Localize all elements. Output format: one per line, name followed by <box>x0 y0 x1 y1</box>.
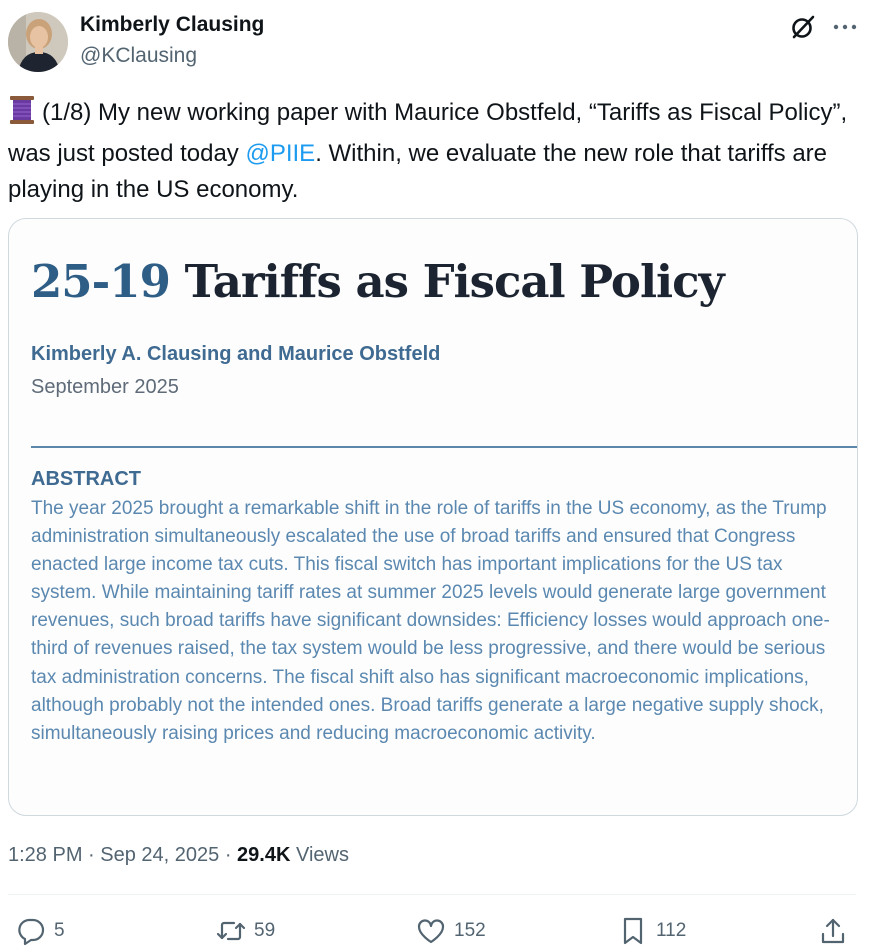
tweet-text <box>8 95 858 208</box>
abstract-text: The year 2025 brought a remarkable shift in the role of tariffs in the US economy, as the Trump administration simultaneously escalated the use of broad tariffs and ensured that Congress enacted large income tax cuts. This fiscal switch has important implications for the US tax system. While maintaining tariff rates at summer 2025 levels would generate large government revenues, such broad tariffs have significant downsides: Efficiency losses would approach one-third of revenues raised, the tax system would be less progressive, and there would be serious tax administration concerns. The fiscal shift also has significant macroeconomic implications, although probably not the intended ones. Broad tariffs generate a large negative supply shock, simultaneously raising prices and reducing macroeconomic activity. <box>31 498 830 744</box>
divider <box>31 446 857 448</box>
more-icon[interactable] <box>830 12 860 42</box>
abstract-heading: ABSTRACT <box>31 468 141 490</box>
author-handle[interactable]: @KClausing <box>80 44 198 67</box>
paper-image-card[interactable] <box>8 218 858 816</box>
paper-number: 25-19 <box>31 255 170 308</box>
bookmark-button[interactable] <box>618 914 686 948</box>
share-button[interactable] <box>818 914 856 948</box>
reply-icon <box>16 916 46 946</box>
repost-count: 59 <box>254 920 276 941</box>
repost-button[interactable] <box>216 914 275 948</box>
reply-count: 5 <box>54 920 65 941</box>
paper-title-text: Tariffs as Fiscal Policy <box>184 255 724 308</box>
grok-icon[interactable] <box>788 12 818 42</box>
tweet-text-part: . Within, we evaluate the new role that tariffs are playing in the US economy. <box>8 140 828 203</box>
views-label: Views <box>295 844 349 866</box>
author-name[interactable]: Kimberly Clausing <box>80 13 265 36</box>
bookmark-icon <box>618 916 648 946</box>
repost-icon <box>216 916 246 946</box>
tweet-date[interactable]: Sep 24, 2025 <box>100 844 220 866</box>
tweet-text-part: (1/8) My new working paper with Maurice Obstfeld, “Tariffs as Fiscal Policy”, was just posted today <box>8 99 848 167</box>
like-button[interactable] <box>416 914 486 948</box>
paper-authors: Kimberly A. Clausing and Maurice Obstfeld <box>31 343 441 365</box>
paper-title <box>31 255 724 308</box>
tweet-time[interactable]: 1:28 PM <box>8 844 83 866</box>
views-count: 29.4K <box>237 844 291 866</box>
divider <box>8 894 856 895</box>
mention-link[interactable]: @PIIE <box>245 140 316 167</box>
avatar[interactable] <box>8 12 68 72</box>
share-icon <box>818 916 848 946</box>
thread-spool-icon <box>8 95 36 136</box>
like-count: 152 <box>454 920 486 941</box>
bookmark-count: 112 <box>656 920 687 941</box>
heart-icon <box>416 916 446 946</box>
reply-button[interactable] <box>16 914 65 948</box>
profile-photo <box>8 12 68 72</box>
tweet-meta: 1:28 PM · Sep 24, 2025 · 29.4K Views <box>8 844 349 866</box>
paper-date: September 2025 <box>31 376 179 398</box>
